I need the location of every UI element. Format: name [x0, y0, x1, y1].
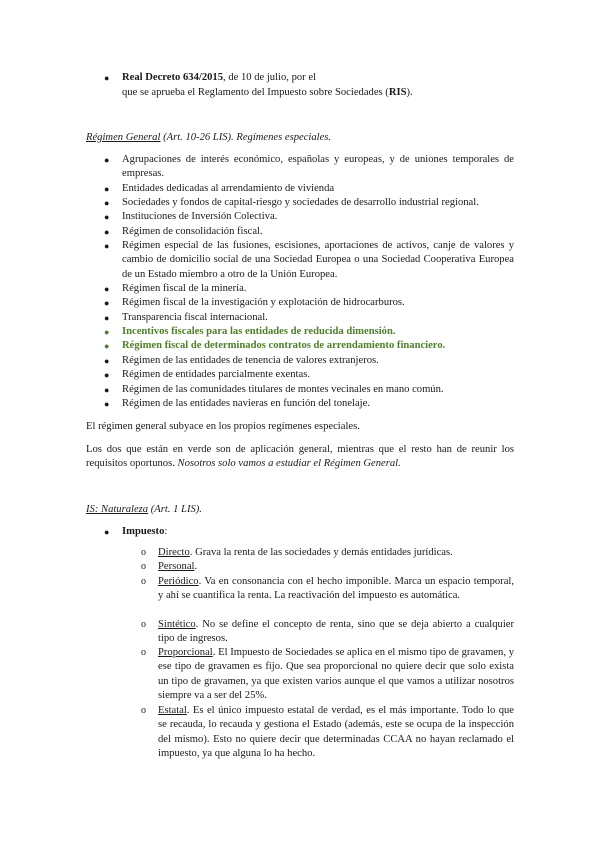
- bullet-icon: ●: [104, 184, 110, 194]
- feature-term: Directo: [158, 547, 190, 558]
- decree-line-1: [122, 71, 502, 85]
- regimen-heading-link[interactable]: Régimen General: [86, 132, 161, 143]
- bullet-icon: ●: [104, 341, 110, 351]
- italic-note: Nosotros solo vamos a estudiar el Régimen General.: [177, 458, 401, 470]
- feature-item: Periódico. Va en consonancia con el hecho imponible. Marca un espacio temporal, y ahí se cuantifica la renta. La reactivación del impuesto es automática.: [158, 576, 514, 602]
- sub-bullet-icon: o: [141, 576, 146, 587]
- feature-item: Estatal. Es el único impuesto estatal de verdad, es el más importante. Todo lo que se recauda, lo recauda y gestiona el Estado (además, este se ocupa de la inspección del mismo). Esto no quiere decir que determinadas CCAA no hayan reclamado el impuesto, ya que alguna lo ha hecho.: [158, 705, 514, 760]
- bullet-icon: ●: [104, 399, 110, 409]
- decree-line-2: que se aprueba el Reglamento del Impuesto sobre Sociedades (RIS).: [122, 87, 413, 98]
- bullet-icon: ●: [104, 356, 110, 366]
- bullet-icon: ●: [104, 385, 110, 395]
- feature-term: Proporcional: [158, 647, 213, 658]
- list-item: Sociedades y fondos de capital-riesgo y sociedades de desarrollo industrial regional.: [122, 197, 479, 208]
- list-item: Régimen especial de las fusiones, escisiones, aportaciones de activos, canje de valores y cambio de domicilio social de una Sociedad Europea o una Sociedad Cooperativa Europea de un Estado miembro a otro de la Unión Europea.: [122, 240, 514, 280]
- list-item: Régimen de consolidación fiscal.: [122, 226, 263, 237]
- list-item: Transparencia fiscal internacional.: [122, 312, 268, 323]
- nature-heading: IS: Naturaleza (Art. 1 LIS).: [86, 504, 202, 515]
- impuesto-label: Impuesto: [122, 526, 165, 537]
- bullet-icon: ●: [104, 284, 110, 294]
- bullet-icon: ●: [104, 241, 110, 251]
- bullet-icon: ●: [104, 198, 110, 208]
- bullet-icon: ●: [104, 327, 110, 337]
- sub-bullet-icon: o: [141, 705, 146, 716]
- list-item-highlighted: Régimen fiscal de determinados contratos de arrendamiento financiero.: [122, 340, 446, 351]
- list-item: Régimen de entidades parcialmente exentas.: [122, 369, 310, 380]
- list-item: Régimen de las entidades de tenencia de valores extranjeros.: [122, 355, 379, 366]
- list-item: Régimen de las entidades navieras en función del tonelaje.: [122, 398, 370, 409]
- bullet-icon: ●: [104, 298, 110, 308]
- ris-abbrev: RIS: [388, 87, 407, 98]
- list-item-highlighted: Incentivos fiscales para las entidades de reducida dimensión.: [122, 326, 396, 337]
- decree-date: , de 10 de julio, por el: [223, 72, 316, 83]
- paragraph: Los dos que están en verde son de aplicación general, mientras que el resto han de reunir los requisitos oportunos. Nosotros solo vamos a estudiar el Régimen General.: [86, 444, 514, 470]
- feature-term: Sintético: [158, 619, 196, 630]
- bullet-icon: ●: [104, 227, 110, 237]
- bullet-icon: ●: [104, 73, 110, 83]
- sub-bullet-icon: o: [141, 561, 146, 572]
- bullet-icon: ●: [104, 212, 110, 222]
- sub-bullet-icon: o: [141, 619, 146, 630]
- regimen-heading: Régimen General (Art. 10-26 LIS). Regímenes especiales.: [86, 132, 332, 143]
- decree-title: Real Decreto 634/2015: [122, 72, 224, 83]
- sub-bullet-icon: o: [141, 647, 146, 658]
- feature-term: Estatal: [158, 705, 187, 716]
- impuesto-label-row: Impuesto:: [122, 526, 168, 537]
- feature-item: Personal.: [158, 561, 198, 572]
- list-item: Entidades dedicadas al arrendamiento de vivienda: [122, 183, 335, 194]
- paragraph: El régimen general subyace en los propios regímenes especiales.: [86, 421, 360, 432]
- list-item: Régimen fiscal de la minería.: [122, 283, 247, 294]
- list-item: Instituciones de Inversión Colectiva.: [122, 211, 278, 222]
- nature-heading-link[interactable]: IS: Naturaleza: [86, 504, 149, 515]
- feature-item: Directo. Grava la renta de las sociedades y demás entidades jurídicas.: [158, 547, 453, 558]
- sub-bullet-icon: o: [141, 547, 146, 558]
- list-item: Régimen de las comunidades titulares de montes vecinales en mano común.: [122, 384, 444, 395]
- bullet-icon: ●: [104, 527, 110, 537]
- list-item: Agrupaciones de interés económico, españolas y europeas, y de uniones temporales de empresas.: [122, 154, 514, 180]
- bullet-icon: ●: [104, 370, 110, 380]
- bullet-icon: ●: [104, 155, 110, 165]
- feature-item: Proporcional. El Impuesto de Sociedades se aplica en el mismo tipo de gravamen, y ese tipo de gravamen es fijo. Que sea proporcional no quiere decir que solo exista un tipo de gravamen, ya que existen varios aunque el que vamos a utilizar nosotros siempre va a ser del 25%.: [158, 647, 514, 702]
- feature-term: Personal: [158, 561, 195, 572]
- list-item: Régimen fiscal de la investigación y explotación de hidrocarburos.: [122, 297, 405, 308]
- feature-term: Periódico: [158, 576, 199, 587]
- feature-item: Sintético. No se define el concepto de renta, sino que se deja abierto a cualquier tipo de ingresos.: [158, 619, 514, 645]
- bullet-icon: ●: [104, 313, 110, 323]
